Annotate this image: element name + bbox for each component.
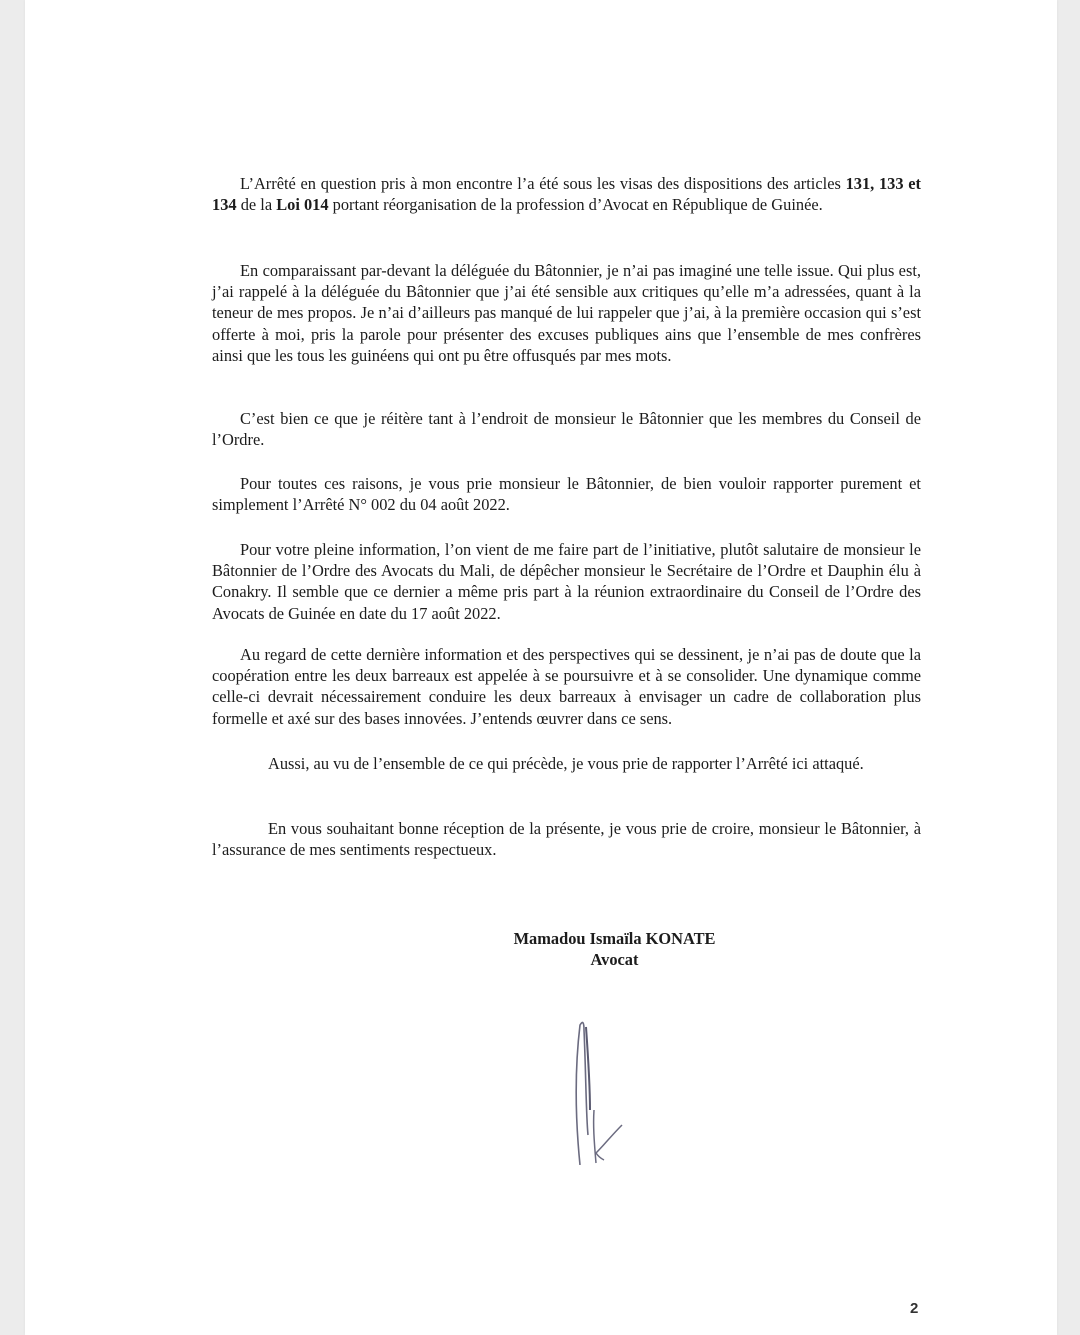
signature-stroke bbox=[594, 1110, 596, 1163]
paragraph-cooperation: Au regard de cette dernière information et des perspectives qui se dessinent, je n’ai pas de doute que la coopération entre les deux barreaux est appelée à se poursuivre et à se consolider. Une dynamique comme celle-ci devrait nécessairement conduire les deux barreaux à envisager un cadre de collaboration plus formelle et axé sur des bases innovées. J’entends œuvrer dans ce sens. bbox=[212, 645, 921, 728]
bold-law: Loi 014 bbox=[276, 195, 329, 215]
paragraph-legal-basis bbox=[212, 173, 921, 215]
signature-block bbox=[212, 928, 921, 970]
paragraph-appearance: En comparaissant par-devant la déléguée du Bâtonnier, je n’ai pas imaginé une telle issue. Qui plus est, j’ai rappelé à la déléguée du Bâtonnier que j’ai été sensible aux critiques qu’elle m’a adressées, quant à la teneur de mes propos. Je n’ai d’ailleurs pas manqué de lui rappeler que j’ai, à la première occasion qui s’est offerte à moi, pris la parole pour présenter des excuses publiques ains que l’ensemble de mes confrères ainsi que les tous les guinéens qui ont pu être offusqués par mes mots. bbox=[212, 261, 921, 365]
paragraph-closing: En vous souhaitant bonne réception de la présente, je vous prie de croire, monsieur le Bâtonnier, à l’assurance de mes sentiments respectueux. bbox=[212, 819, 921, 860]
paragraph-text: L’Arrêté en question pris à mon encontre l’a été sous les visas des dispositions des articles bbox=[240, 174, 846, 193]
paragraph-conclusion: Aussi, au vu de l’ensemble de ce qui précède, je vous prie de rapporter l’Arrêté ici attaqué. bbox=[268, 754, 864, 773]
handwritten-signature bbox=[560, 1015, 640, 1165]
paragraph-text: portant réorganisation de la profession d’Avocat en République de Guinée. bbox=[328, 195, 823, 215]
signature-stroke bbox=[596, 1125, 622, 1160]
paragraph-reiteration: C’est bien ce que je réitère tant à l’endroit de monsieur le Bâtonnier que les membres du Conseil de l’Ordre. bbox=[212, 409, 921, 450]
paragraph-request: Pour toutes ces raisons, je vous prie monsieur le Bâtonnier, de bien vouloir rapporter purement et simplement l’Arrêté N° 002 du 04 août 2022. bbox=[212, 474, 921, 515]
paragraph-text: de la bbox=[236, 195, 277, 215]
paragraph-information: Pour votre pleine information, l’on vient de me faire part de l’initiative, plutôt salutaire de monsieur le Bâtonnier de l’Ordre des Avocats du Mali, de dépêcher monsieur le Secrétaire de l’Ordre et Dauphin élu à Conakry. Il semble que ce dernier a même pris part à la réunion extraordinaire du Conseil de l’Ordre des Avocats de Guinée en date du 17 août 2022. bbox=[212, 540, 921, 623]
page-number: 2 bbox=[910, 1300, 919, 1317]
signatory-name: Mamadou Ismaïla KONATE bbox=[513, 929, 716, 948]
bold-articles: 131, 133 et 134 bbox=[212, 174, 921, 215]
signatory-title: Avocat bbox=[590, 950, 639, 969]
document-page bbox=[25, 0, 1057, 1335]
